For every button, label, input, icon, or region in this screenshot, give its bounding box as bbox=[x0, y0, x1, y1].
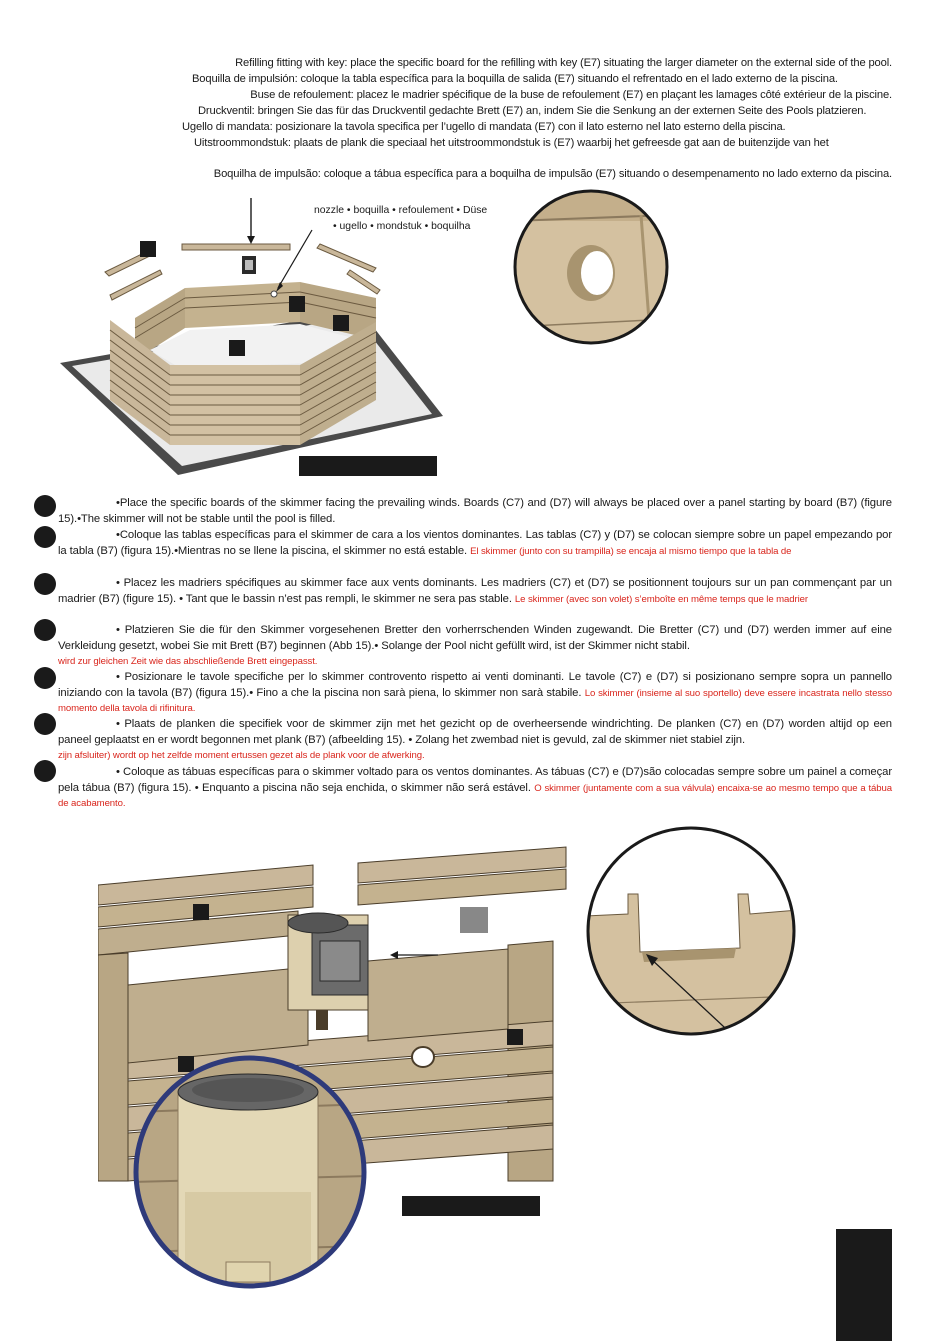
header-line-es: Boquilla de impulsión: coloque la tabla específica para la boquilla de salida (E7) situando el refrentado en el lado externo de la piscina. bbox=[192, 73, 838, 85]
pool-illustration bbox=[50, 190, 520, 480]
header-line-it: Ugello di mandata: posizionare la tavola specifica per l’ugello di mandata (E7) con il lato esterno nel lato esterno della piscina. bbox=[182, 121, 786, 133]
instruction-en: •Place the specific boards of the skimmer facing the prevailing winds. Boards (C7) and (D7) will always be placed over a panel starting by board (B7) (figure 15).•The skimmer will not be stable until the pool is filled. bbox=[58, 497, 892, 525]
language-marker-en bbox=[34, 495, 56, 517]
figure-caption-bar bbox=[299, 456, 437, 476]
instruction-es: •Coloque las tablas específicas para el skimmer de cara a los vientos dominantes. Las tablas (C7) y (D7) se colocan siempre sobre un papel empezando por la tabla (B7) (figura 15).•Mientras no se llene la piscina, el skimmer no está estable. El skimmer (junto con su trampilla) se encaja al mismo tiempo que la tabla de bbox=[58, 529, 892, 557]
marker-square bbox=[289, 296, 305, 312]
language-marker-es bbox=[34, 526, 56, 548]
instruction-fr: • Placez les madriers spécifiques au skimmer face aux vents dominants. Les madriers (C7) et (D7) se positionnent toujours sur un pan commençant par un madrier (B7) (figure 15). • Tant que le bassin n’est pas rempli, le skimmer ne sera pas stable. Le skimmer (avec son volet) s’emboîte en même temps que le madrier bbox=[58, 577, 892, 605]
marker-square bbox=[193, 904, 209, 920]
nozzle-detail-circle bbox=[511, 187, 671, 347]
header-line-de: Druckventil: bringen Sie das für das Druckventil gedachte Brett (E7) an, indem Sie die Senkung an der externen Seite des Pools platzieren. bbox=[198, 105, 867, 117]
language-marker-pt bbox=[34, 760, 56, 782]
page-tab bbox=[836, 1229, 892, 1341]
header-line-en: Refilling fitting with key: place the specific board for the refilling with key (E7) situating the larger diameter on the external side of the pool. bbox=[235, 57, 892, 69]
header-line-nl: Uitstroommondstuk: plaats de plank die speciaal het uitstroommondstuk is (E7) waarbij het gefreesde gat aan de buitenzijde van het bbox=[194, 137, 829, 149]
marker-square bbox=[333, 315, 349, 331]
marker-square bbox=[229, 340, 245, 356]
skimmer-closeup-circle bbox=[130, 1052, 370, 1292]
language-marker-it bbox=[34, 667, 56, 689]
figure-caption-bar bbox=[402, 1196, 540, 1216]
header-line-pt: Boquilha de impulsão: coloque a tábua específica para a boquilha de impulsão (E7) situando o desempenamento no lado externo da piscina. bbox=[213, 168, 892, 180]
instruction-it: • Posizionare le tavole specifiche per lo skimmer controvento rispetto ai venti dominanti. Le tavole (C7) e (D7) si posizionano sempre sopra un pannello iniziando con la tavola (B7) (figura 15).• Fino a che la piscina non sarà piena, lo skimmer non sarà stabile. Lo skimmer (insieme al suo sportello) deve essere incastrata nello stesso momento della tavola di rifinitura. bbox=[58, 671, 892, 714]
notch-detail-circle bbox=[584, 824, 798, 1038]
instruction-de: • Platzieren Sie die für den Skimmer vorgesehenen Bretter den vorherrschenden Winden zugewandt. Die Bretter (C7) und (D7) werden immer auf eine Verkleidung gesetzt, wobei Sie mit Brett (B7) beginnen (Abb 15).• Solange der Pool nicht gefüllt wird, ist der Skimmer nicht stabil. wird zur gleichen Zeit wie das abschließende Brett eingepasst. bbox=[58, 624, 892, 667]
marker-square bbox=[507, 1029, 523, 1045]
nozzle-label-line1: nozzle • boquilla • refoulement • Düse bbox=[314, 205, 488, 216]
marker-square bbox=[140, 241, 156, 257]
instruction-pt: • Coloque as tábuas específicas para o skimmer voltado para os ventos dominantes. As tábuas (C7) e (D7)são colocadas sempre sobre um painel a começar pela tábua (B7) (figura 15). • Enquanto a piscina não seja enchida, o skimmer não será estável. O skimmer (juntamente com a sua válvula) encaixa-se ao mesmo tempo que a tábua de acabamento. bbox=[58, 766, 892, 809]
language-marker-nl bbox=[34, 713, 56, 735]
instruction-nl: • Plaats de planken die specifiek voor de skimmer zijn met het gezicht op de overheersende windrichting. De planken (C7) en (D7) worden altijd op een paneel geplaatst en er wordt begonnen met plank (B7) (afbeelding 15). • Zolang het zwembad niet is gevuld, zal de skimmer niet stabiel zijn. zijn afsluiter) wordt op het zelfde moment ertussen gezet als de plank voor de afwerking. bbox=[58, 718, 892, 761]
header-line-fr: Buse de refoulement: placez le madrier spécifique de la buse de refoulement (E7) en plaçant les lamages côté extérieur de la piscine. bbox=[250, 89, 892, 101]
language-marker-de bbox=[34, 619, 56, 641]
nozzle-label-line2: • ugello • mondstuk • boquilha bbox=[333, 221, 471, 232]
language-marker-fr bbox=[34, 573, 56, 595]
